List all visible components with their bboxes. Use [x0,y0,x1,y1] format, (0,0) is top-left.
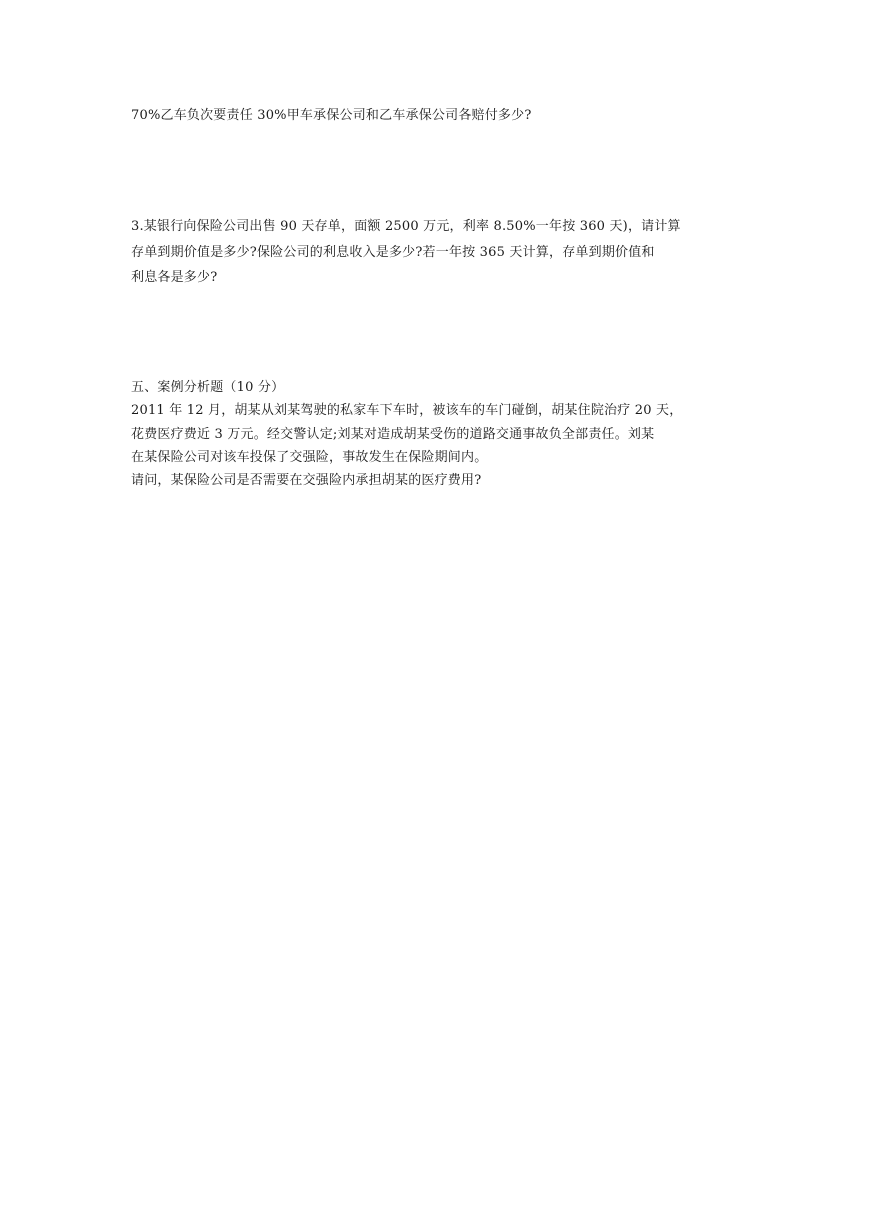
question-3-line-3: 利息各是多少? [131,270,218,285]
section-5-heading: 五、案例分析题（10 分） [131,380,285,395]
case-text-line-1: 2011 年 12 月，胡某从刘某驾驶的私家车下车时，被该车的车门碰倒，胡某住院治疗 20 天， [131,403,683,418]
case-question: 请问，某保险公司是否需要在交强险内承担胡某的医疗费用? [131,473,482,488]
question-2-continuation: 70%乙车负次要责任 30%甲车承保公司和乙车承保公司各赔付多少? [131,108,532,123]
case-text-line-3: 在某保险公司对该车投保了交强险，事故发生在保险期间内。 [131,450,488,465]
case-text-line-2: 花费医疗费近 3 万元。经交警认定;刘某对造成胡某受伤的道路交通事故负全部责任。刘某 [131,427,655,442]
question-3-line-2: 存单到期价值是多少?保险公司的利息收入是多少?若一年按 365 天计算，存单到期价值和 [131,245,655,260]
question-3-line-1: 3.某银行向保险公司出售 90 天存单，面额 2500 万元，利率 8.50%一年按 360 天)，请计算 [131,219,681,234]
